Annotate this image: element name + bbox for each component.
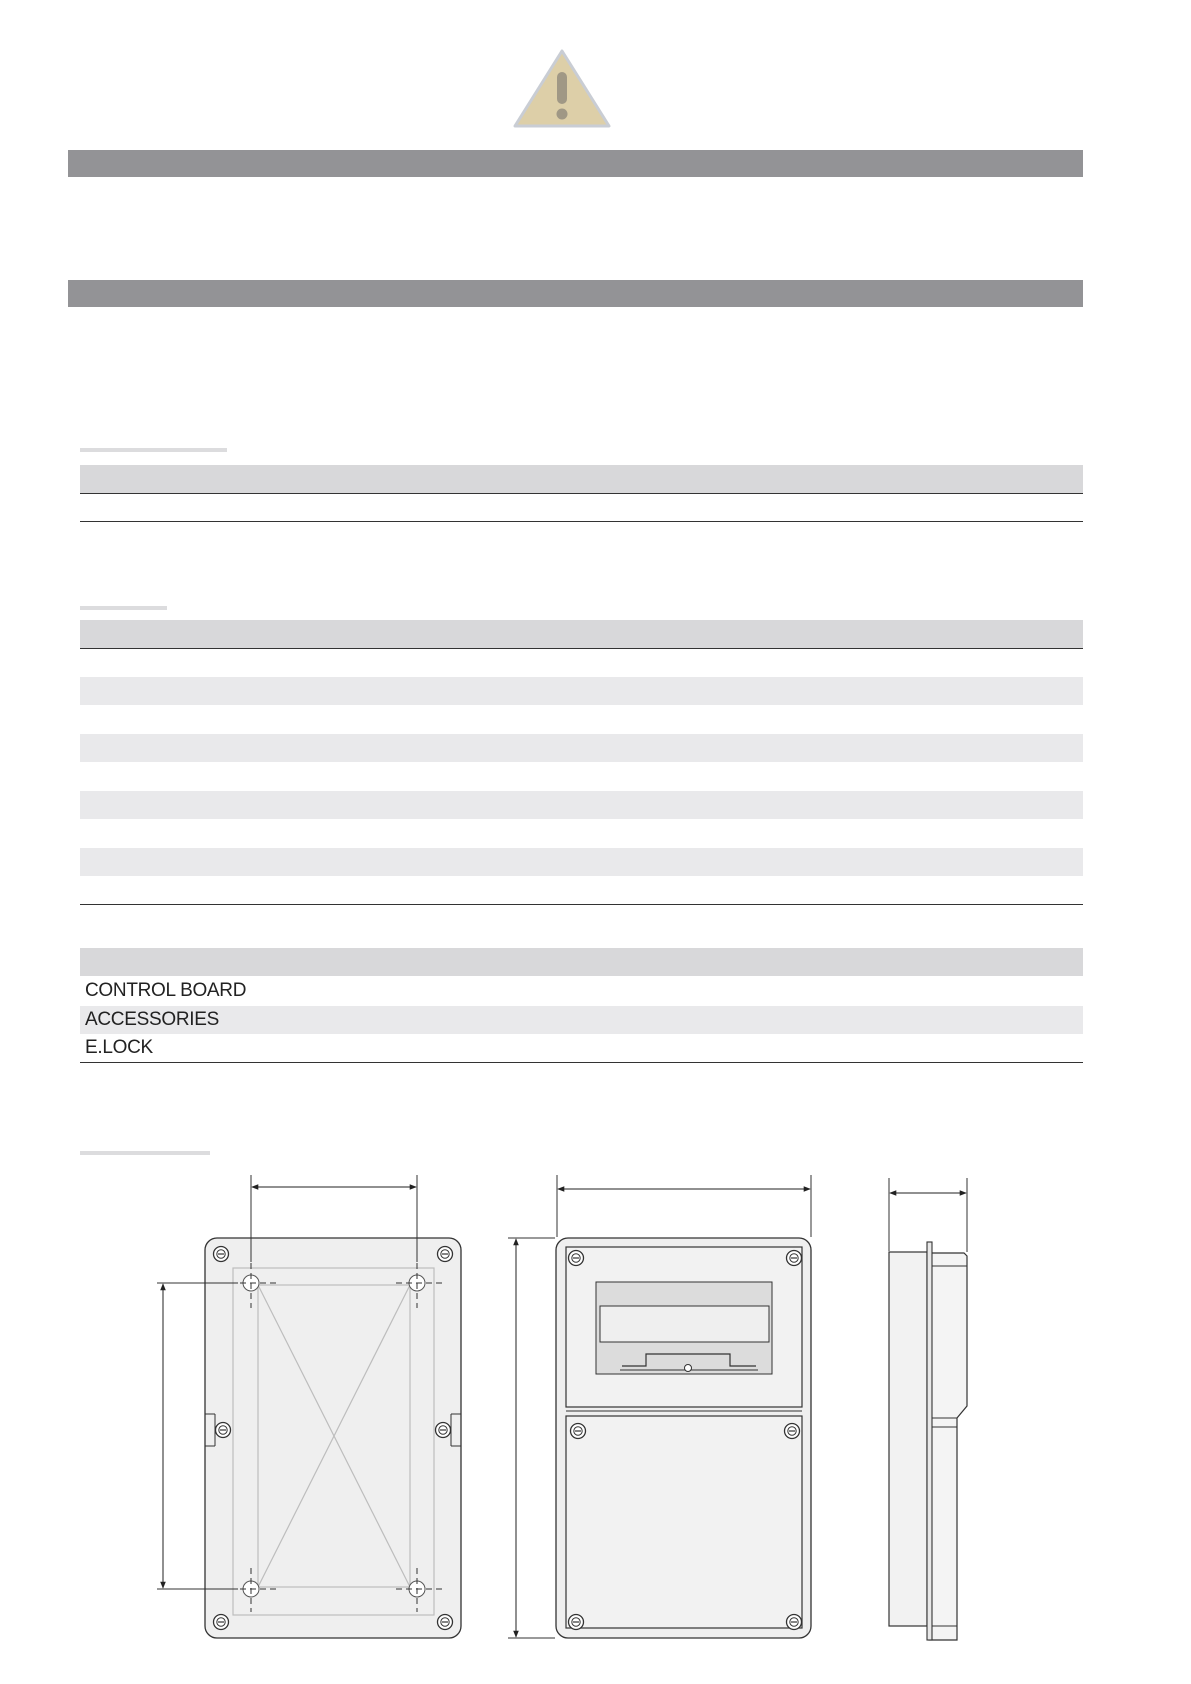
side-view [889,1178,967,1640]
row-label-control-board: CONTROL BOARD [85,980,247,1001]
row-label-accessories: ACCESSORIES [85,1009,219,1030]
row-label-e-lock: E.LOCK [85,1037,153,1058]
front-view [508,1175,811,1638]
back-view [157,1175,461,1638]
